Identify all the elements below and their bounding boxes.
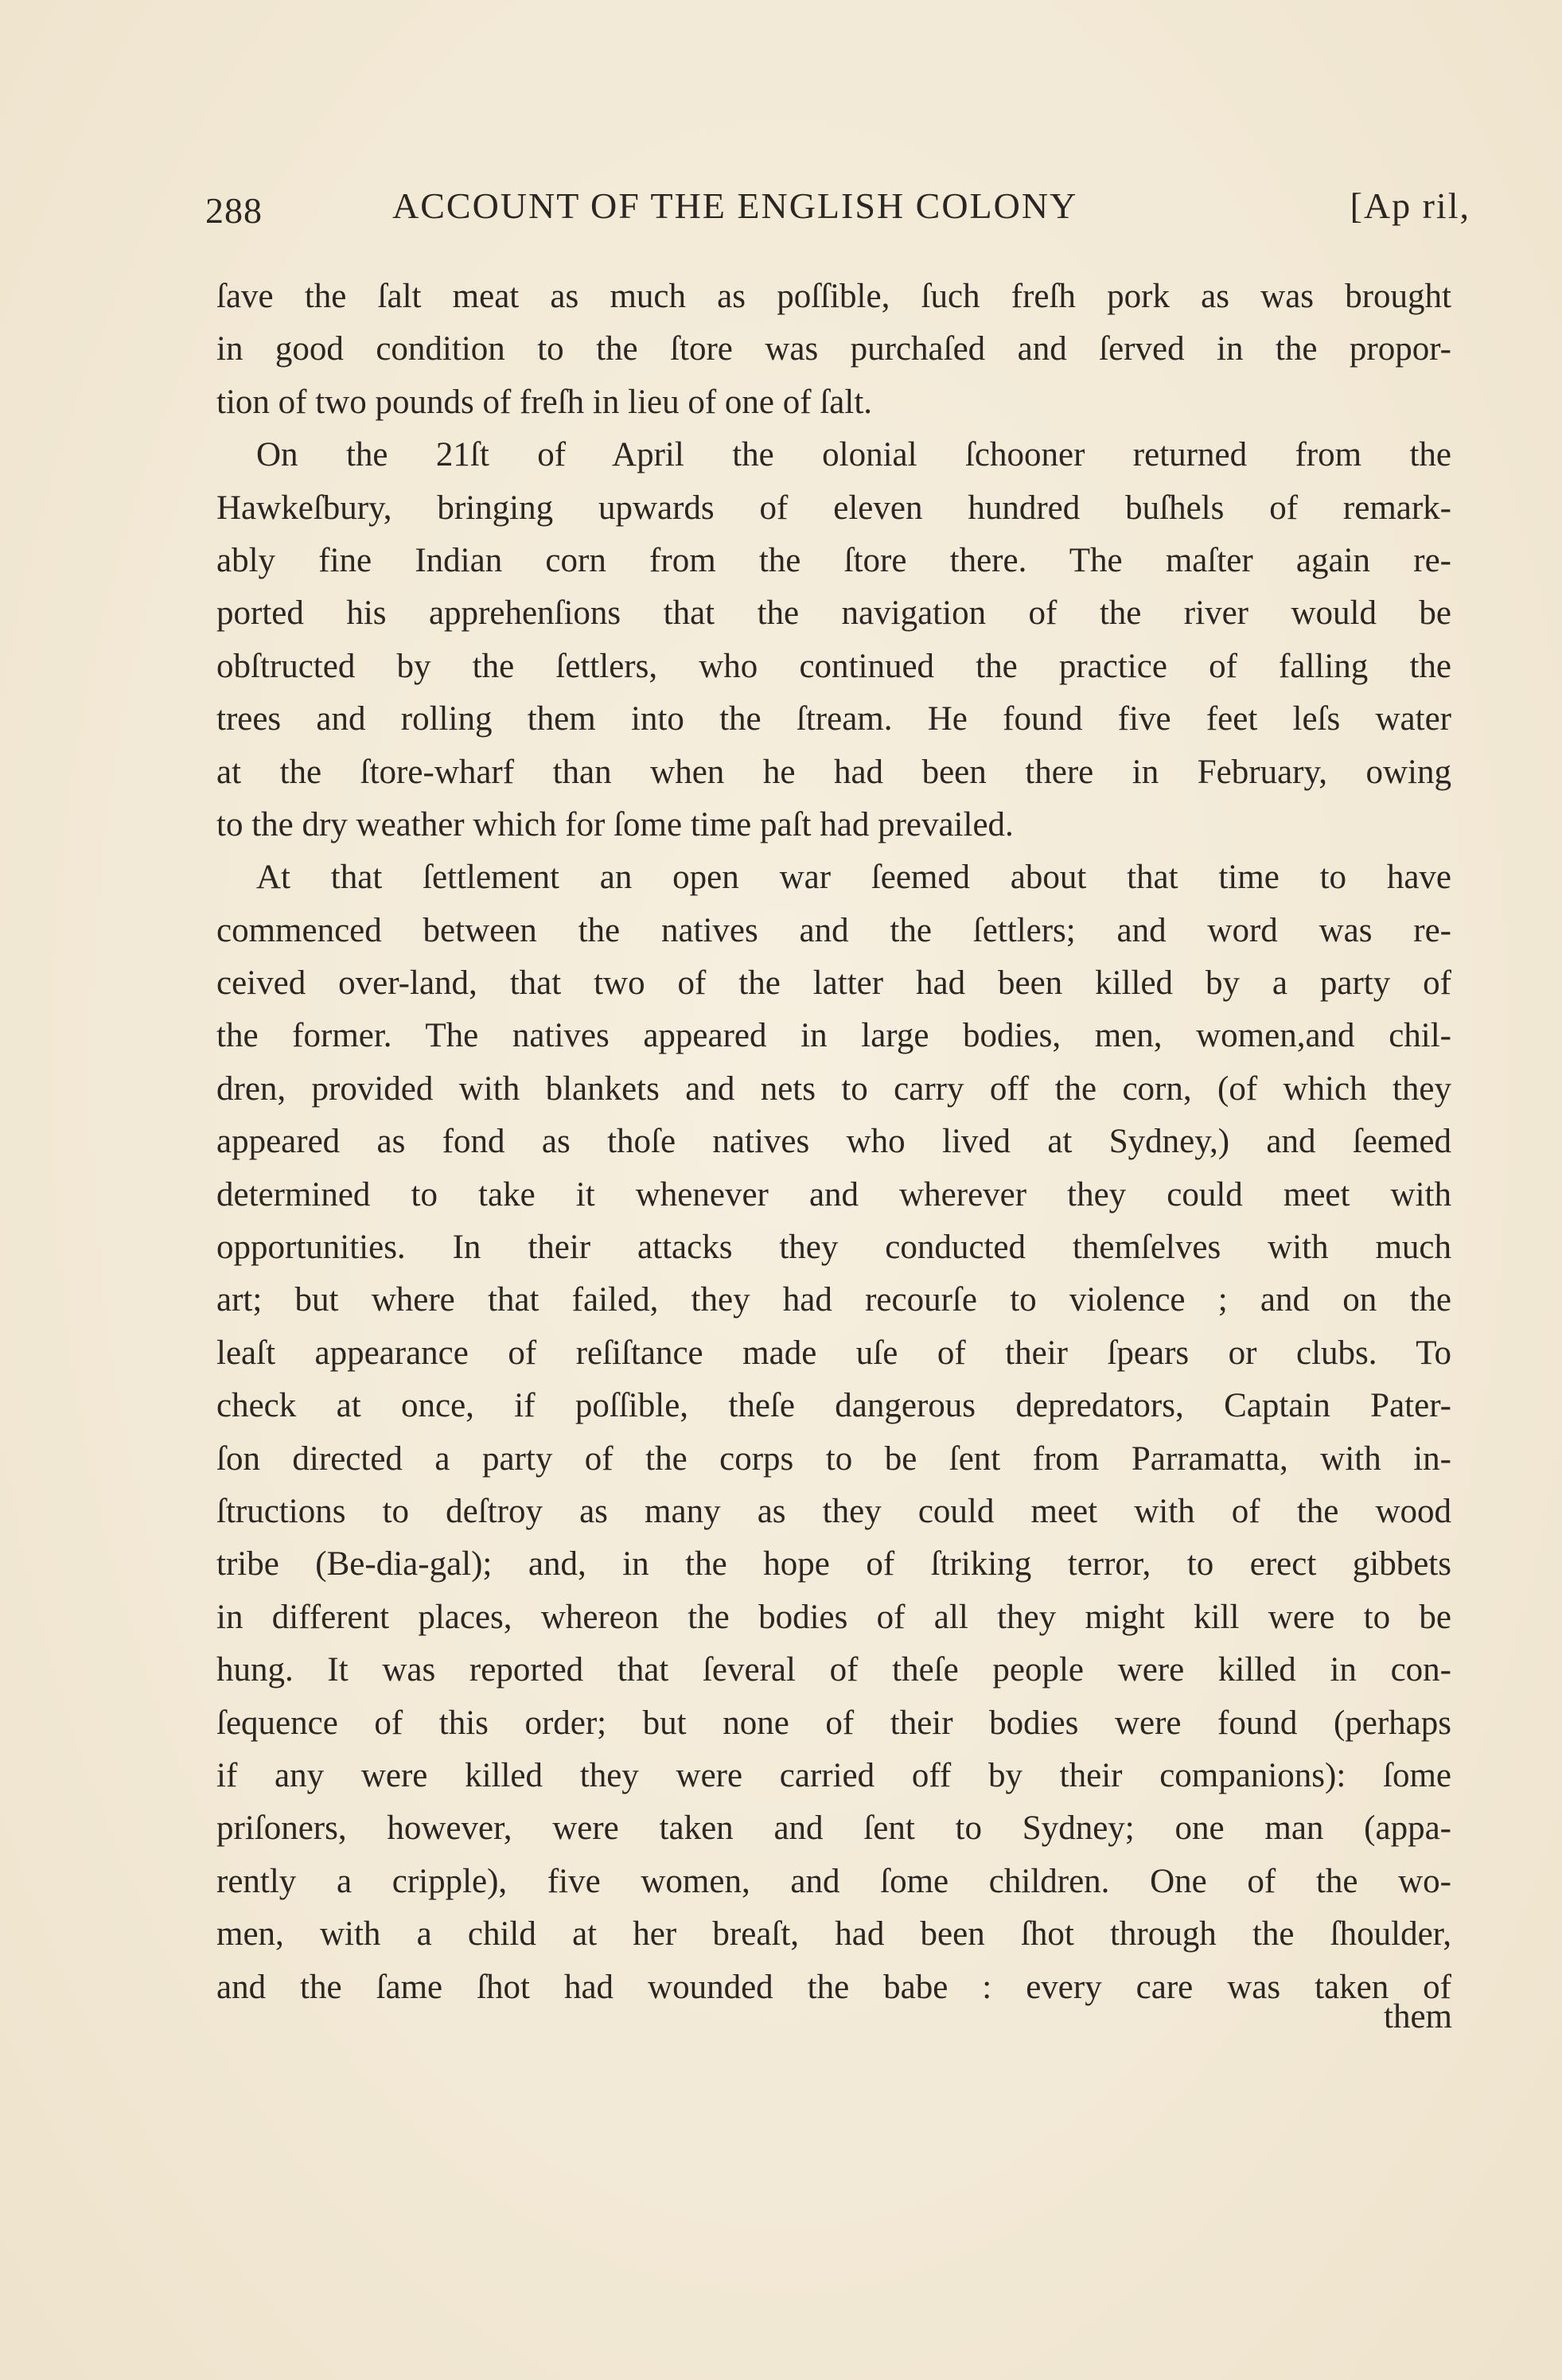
text-line: ably fine Indian corn from the ſtore there. The maſter again re- bbox=[216, 541, 1451, 579]
text-line: tribe (Be-dia-gal); and, in the hope of ſtriking terror, to erect gibbets bbox=[216, 1545, 1451, 1583]
text-line: ſon directed a party of the corps to be ſent from Parramatta, with in- bbox=[216, 1439, 1451, 1478]
text-line: On the 21ſt of April the olonial ſchooner returned from the bbox=[256, 436, 1451, 474]
text-line: and the ſame ſhot had wounded the babe : every care was taken of bbox=[216, 1968, 1451, 2006]
catchword: them bbox=[1384, 1998, 1452, 2035]
text-line: tion of two pounds of freſh in lieu of one of ſalt. bbox=[216, 383, 873, 421]
text-line: obſtructed by the ſettlers, who continued the practice of falling the bbox=[216, 647, 1451, 685]
text-line: ſave the ſalt meat as much as poſſible, ſuch freſh pork as was brought bbox=[216, 278, 1451, 315]
text-line: priſoners, however, were taken and ſent to Sydney; one man (appa- bbox=[216, 1809, 1451, 1848]
body-text bbox=[216, 271, 1451, 2014]
text-line: rently a cripple), five women, and ſome children. One of the wo- bbox=[216, 1862, 1451, 1900]
page-number: 288 bbox=[205, 190, 263, 231]
text-line: the former. The natives appeared in large bodies, men, women,and chil- bbox=[216, 1017, 1451, 1055]
text-line: leaſt appearance of reſiſtance made uſe of their ſpears or clubs. To bbox=[216, 1334, 1451, 1372]
text-line: ſequence of this order; but none of their bodies were found (perhaps bbox=[216, 1704, 1451, 1742]
text-line: dren, provided with blankets and nets to carry off the corn, (of which they bbox=[216, 1069, 1451, 1108]
text-line: in different places, whereon the bodies of all they might kill were to be bbox=[216, 1598, 1451, 1636]
text-line: appeared as fond as thoſe natives who lived at Sydney,) and ſeemed bbox=[216, 1123, 1451, 1161]
running-month: [Ap ril, bbox=[1350, 185, 1470, 226]
text-line: determined to take it whenever and wherever they could meet with bbox=[216, 1175, 1451, 1213]
text-line: in good condition to the ſtore was purchaſed and ſerved in the propor- bbox=[216, 330, 1451, 368]
text-line: commenced between the natives and the ſettlers; and word was re- bbox=[216, 911, 1451, 949]
text-line: trees and rolling them into the ſtream. He found five feet leſs water bbox=[216, 700, 1451, 738]
text-line: opportunities. In their attacks they conducted themſelves with much bbox=[216, 1229, 1451, 1267]
text-line: Hawkeſbury, bringing upwards of eleven hundred buſhels of remark- bbox=[216, 489, 1451, 527]
running-title: ACCOUNT OF THE ENGLISH COLONY bbox=[392, 185, 1078, 226]
text-line: men, with a child at her breaſt, had been ſhot through the ſhoulder, bbox=[216, 1915, 1451, 1953]
text-line: check at once, if poſſible, theſe dangerous depredators, Captain Pater- bbox=[216, 1387, 1451, 1425]
text-line: ſtructions to deſtroy as many as they could meet with of the wood bbox=[216, 1492, 1451, 1530]
text-line: art; but where that failed, they had recourſe to violence ; and on the bbox=[216, 1281, 1451, 1319]
text-line: At that ſettlement an open war ſeemed about that time to have bbox=[256, 859, 1451, 897]
text-line: ported his apprehenſions that the navigation of the river would be bbox=[216, 594, 1451, 633]
text-line: if any were killed they were carried off by their companions): ſome bbox=[216, 1756, 1451, 1794]
text-line: ceived over-land, that two of the latter had been killed by a party of bbox=[216, 964, 1451, 1003]
text-line: at the ſtore-wharf than when he had been there in February, owing bbox=[216, 753, 1451, 791]
text-line: to the dry weather which for ſome time paſt had prevailed. bbox=[216, 805, 1014, 843]
text-line: hung. It was reported that ſeveral of theſe people were killed in con- bbox=[216, 1651, 1451, 1689]
running-header bbox=[205, 185, 1470, 240]
